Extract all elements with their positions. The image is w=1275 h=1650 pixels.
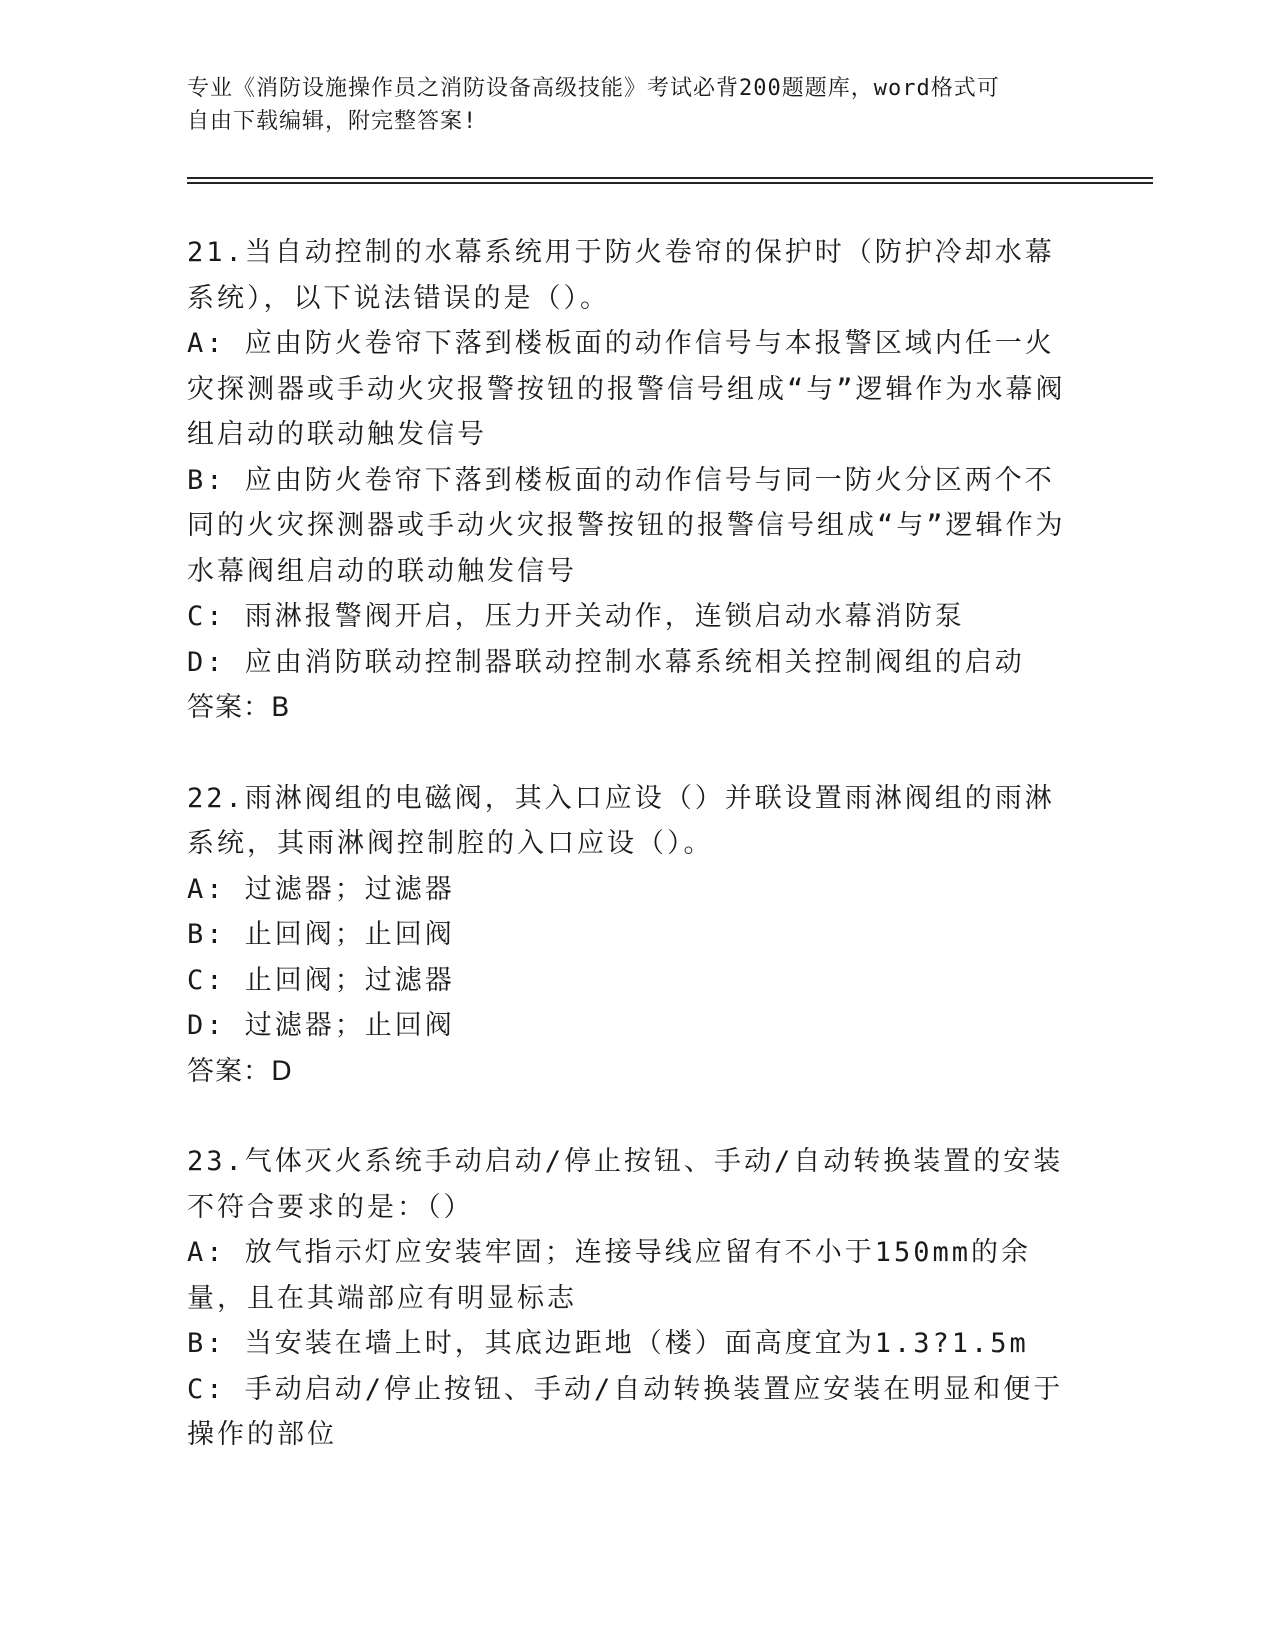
option-c: C: 雨淋报警阀开启，压力开关动作，连锁启动水幕消防泵 xyxy=(187,601,965,632)
question-23 xyxy=(187,1139,1077,1458)
header-line-1: 专业《消防设施操作员之消防设备高级技能》考试必背200题题库，word格式可 xyxy=(187,76,1000,101)
option-b: B: 当安装在墙上时，其底边距地（楼）面高度宜为1.3?1.5m xyxy=(187,1328,1029,1359)
option-d: D: 应由消防联动控制器联动控制水幕系统相关控制阀组的启动 xyxy=(187,646,1025,678)
option-a: A: 放气指示灯应安装牢固；连接导线应留有不小于150mm的余量，且在其端部应有明显标志 xyxy=(187,1237,1032,1314)
option-b: B: 应由防火卷帘下落到楼板面的动作信号与同一防火分区两个不同的火灾探测器或手动火灾报警按钮的报警信号组成“与”逻辑作为水幕阀组启动的联动触发信号 xyxy=(187,464,1066,587)
question-list xyxy=(187,230,1077,1503)
question-text: 23.气体灭火系统手动启动/停止按钮、手动/自动转换装置的安装不符合要求的是：（） xyxy=(187,1146,1064,1223)
option-a: A: 应由防火卷帘下落到楼板面的动作信号与本报警区域内任一火灾探测器或手动火灾报警按钮的报警信号组成“与”逻辑作为水幕阀组启动的联动触发信号 xyxy=(187,328,1066,450)
option-d: D: 过滤器；止回阀 xyxy=(187,1010,455,1041)
option-c: C: 手动启动/停止按钮、手动/自动转换装置应安装在明显和便于操作的部位 xyxy=(187,1373,1064,1450)
option-b: B: 止回阀；止回阀 xyxy=(187,919,455,950)
answer: 答案：D xyxy=(187,1055,293,1087)
question-21 xyxy=(187,230,1077,731)
question-text: 21.当自动控制的水幕系统用于防火卷帘的保护时（防护冷却水幕系统），以下说法错误的是（）。 xyxy=(187,237,1055,314)
header-line-2: 自由下载编辑，附完整答案! xyxy=(187,109,478,134)
option-c: C: 止回阀；过滤器 xyxy=(187,964,455,996)
document-header xyxy=(187,72,1067,138)
question-22 xyxy=(187,776,1077,1095)
answer: 答案：B xyxy=(187,692,291,723)
question-text: 22.雨淋阀组的电磁阀，其入口应设（）并联设置雨淋阀组的雨淋系统，其雨淋阀控制腔的入口应设（）。 xyxy=(187,782,1055,859)
option-a: A: 过滤器；过滤器 xyxy=(187,873,455,905)
header-divider-top xyxy=(187,177,1153,179)
header-divider-bottom xyxy=(187,182,1153,184)
